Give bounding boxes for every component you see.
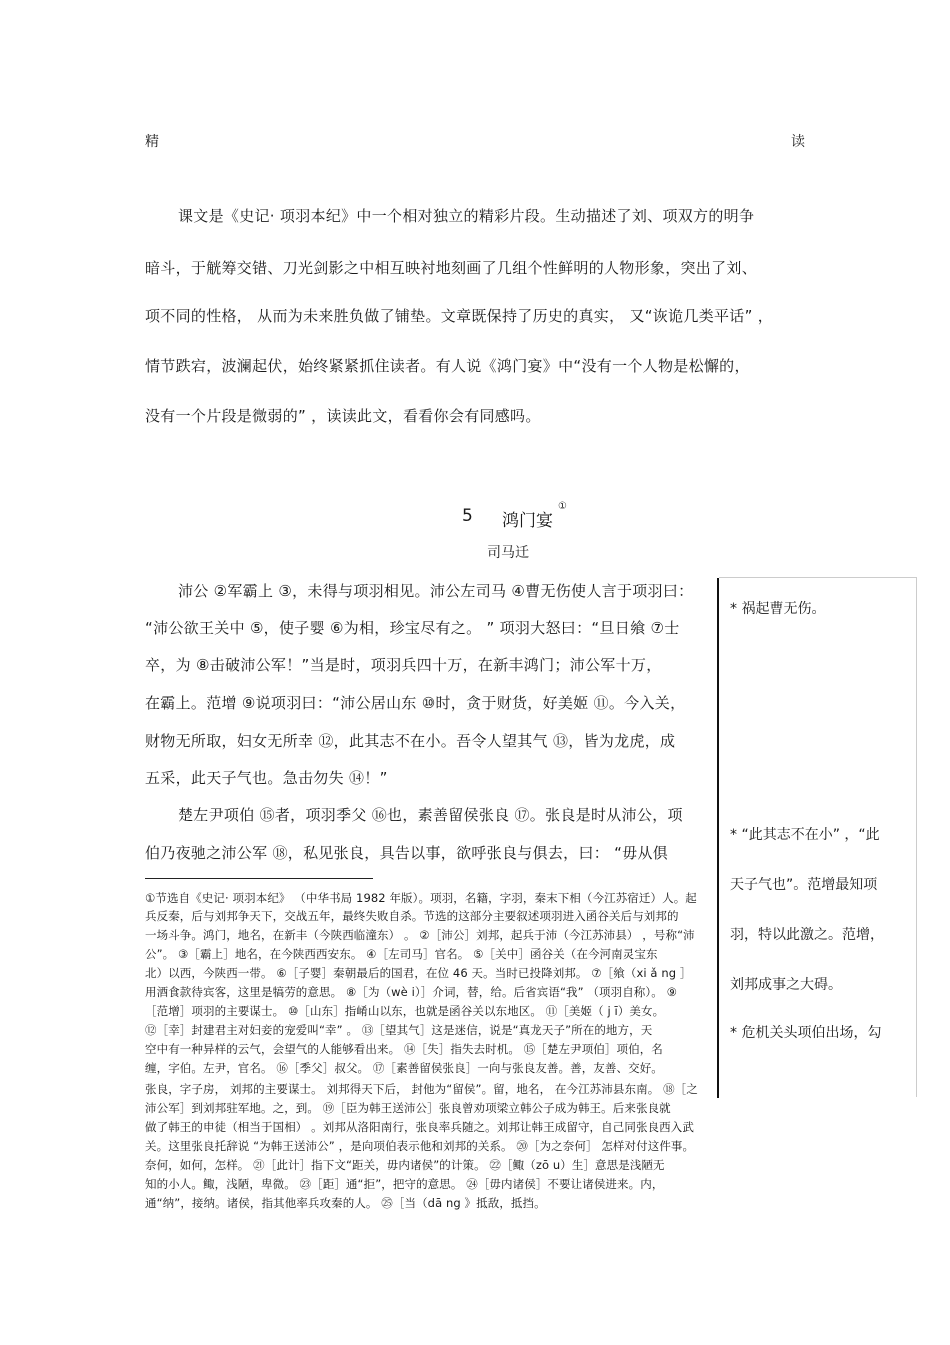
header-left-char: 精 [145, 134, 159, 150]
margin-note: 刘邦成事之大碍。 [730, 977, 842, 993]
intro-line: 没有一个片段是微弱的” ，读读此文，看看你会有同感吗。 [145, 407, 541, 425]
intro-line: 情节跌宕，波澜起伏，始终紧紧抓住读者。有人说《鸿门宴》中“没有一个人物是松懈的， [145, 357, 750, 375]
margin-note: * 危机关头项伯出场，勾 [730, 1025, 882, 1041]
intro-line: 课文是《史记· 项羽本纪》中一个相对独立的精彩片段。生动描述了刘、项双方的明争 [178, 207, 755, 225]
body-line: 卒，为 ⑧击破沛公军！”当是时，项羽兵四十万，在新丰鸿门；沛公军十万， [145, 656, 662, 674]
lesson-title: 鸿门宴 [502, 511, 553, 531]
footnote-line: 空中有一种异样的云气，会望气的人能够看出来。 ⑭［失］指失去时机。 ⑮［楚左尹项伯］项伯，名 [145, 1042, 663, 1056]
intro-line: 项不同的性格， 从而为未来胜负做了铺垫。文章既保持了历史的真实， 又“诙诡几类平话” ， [145, 307, 774, 325]
margin-box-top-border [719, 577, 917, 578]
footnote-line: 公”。 ③［霸上］地名，在今陕西西安东。 ④［左司马］官名。 ⑤［关中］函谷关（在今河南灵宝东 [145, 947, 658, 961]
body-line: “沛公欲王关中 ⑤，使子婴 ⑥为相，珍宝尽有之。 ” 项羽大怒曰：“旦日飨 ⑦士 [145, 619, 680, 637]
margin-box-right-border [916, 577, 917, 1097]
margin-note: 天子气也”。范增最知项 [730, 877, 878, 893]
margin-note: 羽，特以此激之。范增， [730, 927, 884, 943]
lesson-number: 5 [462, 506, 473, 526]
footnote-line: 缠，字伯。左尹，官名。 ⑯［季父］叔父。 ⑰［素善留侯张良］一向与张良友善。善，友善、交好。 [145, 1061, 663, 1075]
footnote-line: 北）以西，今陕西一带。 ⑥［子婴］秦朝最后的国君，在位 46 天。当时已投降刘邦。 ⑦［飨（xi ǎ ng ］ [145, 966, 692, 980]
footnote-line: 通“纳”，接纳。诸侯，指其他率兵攻秦的人。 ㉕［当（dā ng 》抵敌，抵挡。 [145, 1196, 546, 1210]
margin-column-divider [717, 578, 719, 1098]
lesson-footnote-mark: ① [558, 501, 567, 512]
footnote-line: 一场斗争。鸿门，地名，在新丰（今陕西临潼东） 。 ②［沛公］刘邦，起兵于沛（今江苏沛县） ，号称“沛 [145, 928, 695, 942]
footnote-line: 做了韩王的申徒（相当于国相） 。刘邦从洛阳南行，张良率兵随之。刘邦让韩王成留守，自己同张良西入武 [145, 1120, 694, 1134]
body-line: 沛公 ②军霸上 ③，未得与项羽相见。沛公左司马 ④曹无伤使人言于项羽曰： [178, 582, 694, 600]
body-line: 在霸上。范增 ⑨说项羽曰：“沛公居山东 ⑩时，贪于财货，好美姬 ⑪。今入关， [145, 694, 686, 712]
body-line: 五采，此天子气也。急击勿失 ⑭！” [145, 769, 388, 787]
margin-note: * 祸起曹无伤。 [730, 601, 826, 617]
header-right-char: 读 [791, 134, 805, 150]
footnote-line: 知的小人。鲰，浅陋，卑微。 ㉓［距］通“拒”，把守的意思。 ㉔［毋内诸侯］不要让诸侯进来。内， [145, 1177, 664, 1191]
footnote-line: ［范增］项羽的主要谋士。 ⑩［山东］指崤山以东，也就是函谷关以东地区。 ⑪［美姬（ j ī）美女。 [145, 1004, 665, 1018]
footnote-line: 张良，字子房， 刘邦的主要谋士。 刘邦得天下后， 封他为“留侯”。留，地名， 在今江苏沛县东南。 ⑱［之 [145, 1082, 698, 1096]
margin-note: * “此其志不在小” ，“此 [730, 827, 880, 843]
intro-line: 暗斗，于觥筹交错、刀光剑影之中相互映衬地刻画了几组个性鲜明的人物形象，突出了刘、 [145, 259, 758, 277]
body-line: 伯乃夜驰之沛公军 ⑱，私见张良，具告以事，欲呼张良与俱去，曰： “毋从俱 [145, 844, 669, 862]
body-line: 楚左尹项伯 ⑮者，项羽季父 ⑯也，素善留侯张良 ⑰。张良是时从沛公，项 [178, 806, 683, 824]
footnote-line: 关。这里张良托辞说 “为韩王送沛公” ，是向项伯表示他和刘邦的关系。 ⑳［为之奈何］ 怎样对付这件事。 [145, 1139, 695, 1153]
body-line: 财物无所取，妇女无所幸 ⑫，此其志不在小。吾令人望其气 ⑬，皆为龙虎，成 [145, 732, 676, 750]
footnote-line: 奈何，如何，怎样。 ㉑［此计］指下文“距关，毋内诸侯”的计策。 ㉒［鲰（zō u）生］意思是浅陋无 [145, 1158, 665, 1172]
footnote-line: 兵反秦，后与刘邦争天下，交战五年，最终失败自杀。节选的这部分主要叙述项羽进入函谷关后与刘邦的 [145, 909, 679, 923]
footnote-line: ①节选自《史记· 项羽本纪》 （中华书局 1982 年版）。项羽，名籍，字羽，秦末下相（今江苏宿迁）人。起 [145, 891, 697, 905]
footnote-line: 沛公军］到刘邦驻军地。之，到。 ⑲［臣为韩王送沛公］张良曾劝项梁立韩公子成为韩王。后来张良就 [145, 1101, 671, 1115]
footnote-line: ⑫［幸］封建君主对妇妾的宠爱叫“幸” 。 ⑬［望其气］这是迷信，说是“真龙天子”所在的地方，天 [145, 1023, 653, 1037]
footnote-line: 用酒食款待宾客，这里是犒劳的意思。 ⑧［为（wè i）］介词，替，给。后省宾语“我” （项羽自称）。 ⑨ [145, 985, 678, 999]
footnote-separator [145, 878, 373, 879]
lesson-author: 司马迁 [487, 545, 529, 561]
